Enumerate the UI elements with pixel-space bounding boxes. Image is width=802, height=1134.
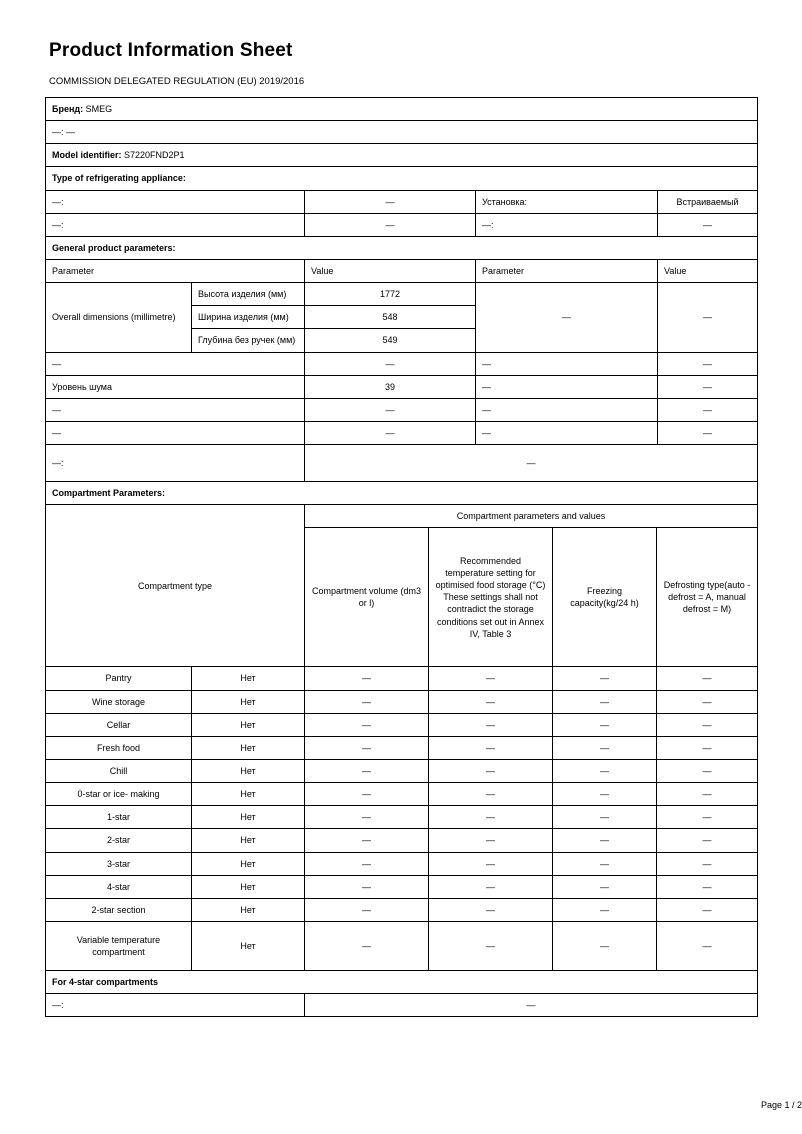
general-title-row [46, 236, 758, 259]
compartment-name: Fresh food [46, 736, 192, 759]
general-row-1 [46, 352, 758, 375]
table-row [46, 829, 758, 852]
type-r2-c3: —: [476, 213, 658, 236]
general-r1-c3: — [476, 352, 658, 375]
type-r1-c4: Встраиваемый [658, 190, 758, 213]
compartment-name: 0-star or ice- making [46, 783, 192, 806]
compartment-volume: — [305, 898, 429, 921]
table-row [46, 898, 758, 921]
compartment-freezing: — [553, 875, 657, 898]
dimension-right-param: — [476, 283, 658, 352]
compartment-defrost: — [657, 759, 758, 782]
compartment-defrost: — [657, 783, 758, 806]
general-r2-c4: — [658, 375, 758, 398]
compartment-freezing: — [553, 898, 657, 921]
general-r4-c4: — [658, 421, 758, 444]
type-row-1 [46, 190, 758, 213]
table-row [46, 667, 758, 690]
compartment-present: Нет [192, 829, 305, 852]
compartment-defrost: — [657, 806, 758, 829]
compartment-present: Нет [192, 875, 305, 898]
compartment-name: Variable temperature compartment [46, 921, 192, 970]
general-r2-c3: — [476, 375, 658, 398]
general-r3-c2: — [305, 398, 476, 421]
compartment-temperature: — [429, 736, 553, 759]
four-star-c1: —: [46, 994, 305, 1017]
compartment-name: 2-star [46, 829, 192, 852]
dimension-name-depth: Глубина без ручек (мм) [192, 329, 305, 352]
compartment-name: Chill [46, 759, 192, 782]
compartment-volume: — [305, 783, 429, 806]
compartment-present: Нет [192, 690, 305, 713]
compartment-defrost: — [657, 667, 758, 690]
compartment-defrost: — [657, 690, 758, 713]
general-header-row [46, 259, 758, 282]
general-r3-c1: — [46, 398, 305, 421]
compartment-present: Нет [192, 713, 305, 736]
general-r1-c2: — [305, 352, 476, 375]
general-header-param2: Parameter [476, 259, 658, 282]
compartment-name: 3-star [46, 852, 192, 875]
general-last-c1: —: [46, 445, 305, 482]
compartment-defrost: — [657, 713, 758, 736]
general-last-row [46, 445, 758, 482]
compartment-temperature: — [429, 875, 553, 898]
compartment-present: Нет [192, 921, 305, 970]
brand-row [46, 98, 758, 121]
column-header-volume: Compartment volume (dm3 or l) [305, 528, 429, 667]
general-r1-c1: — [46, 352, 305, 375]
dimension-right-value: — [658, 283, 758, 352]
table-row [46, 875, 758, 898]
compartment-temperature: — [429, 806, 553, 829]
compartment-volume: — [305, 806, 429, 829]
type-section-title: Type of refrigerating appliance: [46, 167, 758, 190]
compartment-defrost: — [657, 736, 758, 759]
compartment-freezing: — [553, 759, 657, 782]
type-section-title-row [46, 167, 758, 190]
table-row [46, 690, 758, 713]
type-r1-c3: Установка: [476, 190, 658, 213]
compartment-name: Wine storage [46, 690, 192, 713]
dimension-value-height: 1772 [305, 283, 476, 306]
compartment-freezing: — [553, 690, 657, 713]
dimension-value-depth: 549 [305, 329, 476, 352]
model-cell [46, 144, 758, 167]
compartment-title-row [46, 482, 758, 505]
blank-cell [46, 121, 758, 144]
dimension-name-height: Высота изделия (мм) [192, 283, 305, 306]
brand-value: SMEG [85, 104, 113, 114]
brand-cell [46, 98, 758, 121]
compartment-temperature: — [429, 783, 553, 806]
compartment-present: Нет [192, 898, 305, 921]
compartment-volume: — [305, 690, 429, 713]
general-r2-c1: Уровень шума [46, 375, 305, 398]
model-label: Model identifier: [52, 150, 122, 161]
brand-label: Бренд: [52, 104, 84, 114]
overall-dimensions-label: Overall dimensions (millimetre) [46, 283, 192, 352]
four-star-section-title: For 4-star compartments [46, 970, 758, 993]
header-table [45, 97, 758, 505]
compartment-defrost: — [657, 829, 758, 852]
compartment-present: Нет [192, 736, 305, 759]
table-row [46, 713, 758, 736]
compartment-freezing: — [553, 667, 657, 690]
compartment-defrost: — [657, 898, 758, 921]
general-row-2 [46, 375, 758, 398]
four-star-c2: — [305, 994, 758, 1017]
compartment-defrost: — [657, 852, 758, 875]
dimension-row-1 [46, 283, 758, 306]
general-r3-c3: — [476, 398, 658, 421]
blank-value: — [66, 127, 76, 138]
type-r2-c4: — [658, 213, 758, 236]
compartment-parameters-span-header: Compartment parameters and values [305, 505, 758, 528]
general-r4-c1: — [46, 421, 305, 444]
general-header-value2: Value [658, 259, 758, 282]
general-r1-c4: — [658, 352, 758, 375]
general-header-param1: Parameter [46, 259, 305, 282]
table-row [46, 783, 758, 806]
compartment-defrost: — [657, 921, 758, 970]
compartment-present: Нет [192, 783, 305, 806]
column-header-defrosting-type: Defrosting type(auto - defrost = A, manual defrost = M) [657, 528, 758, 667]
compartment-volume: — [305, 667, 429, 690]
table-row [46, 759, 758, 782]
type-r2-c2: — [305, 213, 476, 236]
general-header-value1: Value [305, 259, 476, 282]
compartment-present: Нет [192, 759, 305, 782]
compartment-name: Pantry [46, 667, 192, 690]
compartment-temperature: — [429, 829, 553, 852]
compartment-type-header: Compartment type [46, 505, 305, 667]
compartment-section-title: Compartment Parameters: [46, 482, 758, 505]
compartment-volume: — [305, 875, 429, 898]
type-r1-c1: —: [46, 190, 305, 213]
general-r4-c3: — [476, 421, 658, 444]
general-r4-c2: — [305, 421, 476, 444]
regulation-subtitle: COMMISSION DELEGATED REGULATION (EU) 2019/2016 [49, 76, 305, 87]
compartment-defrost: — [657, 875, 758, 898]
column-header-temperature: Recommended temperature setting for optimised food storage (°C) These settings shall not contradict the storage conditions set out in Annex IV, Table 3 [429, 528, 553, 667]
compartment-present: Нет [192, 852, 305, 875]
compartment-table [45, 504, 758, 1017]
compartment-present: Нет [192, 667, 305, 690]
compartment-span-header-row [46, 505, 758, 528]
compartment-freezing: — [553, 806, 657, 829]
compartment-volume: — [305, 713, 429, 736]
compartment-name: 1-star [46, 806, 192, 829]
table-row [46, 806, 758, 829]
compartment-freezing: — [553, 713, 657, 736]
model-value: S7220FND2P1 [124, 150, 185, 161]
table-row [46, 852, 758, 875]
general-r2-c2: 39 [305, 375, 476, 398]
blank-row [46, 121, 758, 144]
general-r3-c4: — [658, 398, 758, 421]
compartment-name: Cellar [46, 713, 192, 736]
type-row-2 [46, 213, 758, 236]
compartment-freezing: — [553, 829, 657, 852]
general-row-4 [46, 421, 758, 444]
page-footer: Page 1 / 2 [760, 1100, 802, 1110]
compartment-temperature: — [429, 759, 553, 782]
table-row [46, 736, 758, 759]
dimension-value-width: 548 [305, 306, 476, 329]
compartment-volume: — [305, 852, 429, 875]
compartment-temperature: — [429, 921, 553, 970]
compartment-freezing: — [553, 783, 657, 806]
page-title: Product Information Sheet [49, 40, 293, 61]
four-star-title-row [46, 970, 758, 993]
blank-label: —: [52, 127, 64, 138]
compartment-freezing: — [553, 921, 657, 970]
compartment-freezing: — [553, 736, 657, 759]
compartment-temperature: — [429, 852, 553, 875]
compartment-name: 2-star section [46, 898, 192, 921]
compartment-volume: — [305, 921, 429, 970]
general-row-3 [46, 398, 758, 421]
general-last-c2: — [305, 445, 758, 482]
compartment-name: 4-star [46, 875, 192, 898]
compartment-temperature: — [429, 690, 553, 713]
compartment-freezing: — [553, 852, 657, 875]
model-row [46, 144, 758, 167]
type-r2-c1: —: [46, 213, 305, 236]
compartment-volume: — [305, 829, 429, 852]
general-section-title: General product parameters: [46, 236, 758, 259]
compartment-temperature: — [429, 667, 553, 690]
compartment-temperature: — [429, 713, 553, 736]
table-row [46, 921, 758, 970]
type-r1-c2: — [305, 190, 476, 213]
compartment-temperature: — [429, 898, 553, 921]
column-header-freezing-capacity: Freezing capacity(kg/24 h) [553, 528, 657, 667]
document-page [45, 40, 802, 1110]
four-star-row [46, 994, 758, 1017]
compartment-volume: — [305, 759, 429, 782]
compartment-present: Нет [192, 806, 305, 829]
dimension-name-width: Ширина изделия (мм) [192, 306, 305, 329]
compartment-volume: — [305, 736, 429, 759]
